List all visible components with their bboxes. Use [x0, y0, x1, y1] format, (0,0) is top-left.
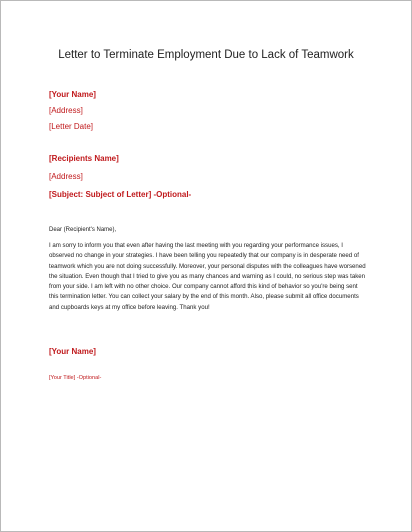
closing-title: [Your Title] -Optional- — [49, 375, 102, 381]
salutation: Dear (Recipient's Name), — [49, 227, 117, 233]
letter-body: I am sorry to inform you that even after having the last meeting with you regarding your performance issues, I observed no change in your strategies. I have been telling you repeatedly that our company is in desperate need of teamwork which you are not doing successfully. Moreover, your personal disputes with the colleagues have worsened the situation. Even though that I tried to give you as many chances and warning as I could, no serious step was taken from your side. I am left with no other choice. Our company cannot afford this kind of behavior so you're being sent this termination letter. You can collect your salary by the end of this month. Also, please submit all office documents and cupboards keys at my office before leaving. Thank you! — [49, 242, 366, 311]
letter-subject: [Subject: Subject of Letter] -Optional- — [49, 190, 192, 199]
sender-name: [Your Name] — [49, 90, 96, 99]
sender-address: [Address] — [49, 106, 83, 115]
recipient-name: [Recipients Name] — [49, 154, 119, 163]
closing-name: [Your Name] — [49, 347, 96, 356]
recipient-address: [Address] — [49, 172, 83, 181]
sender-date: [Letter Date] — [49, 122, 94, 131]
letter-title: Letter to Terminate Employment Due to Lack of Teamwork — [58, 49, 354, 61]
